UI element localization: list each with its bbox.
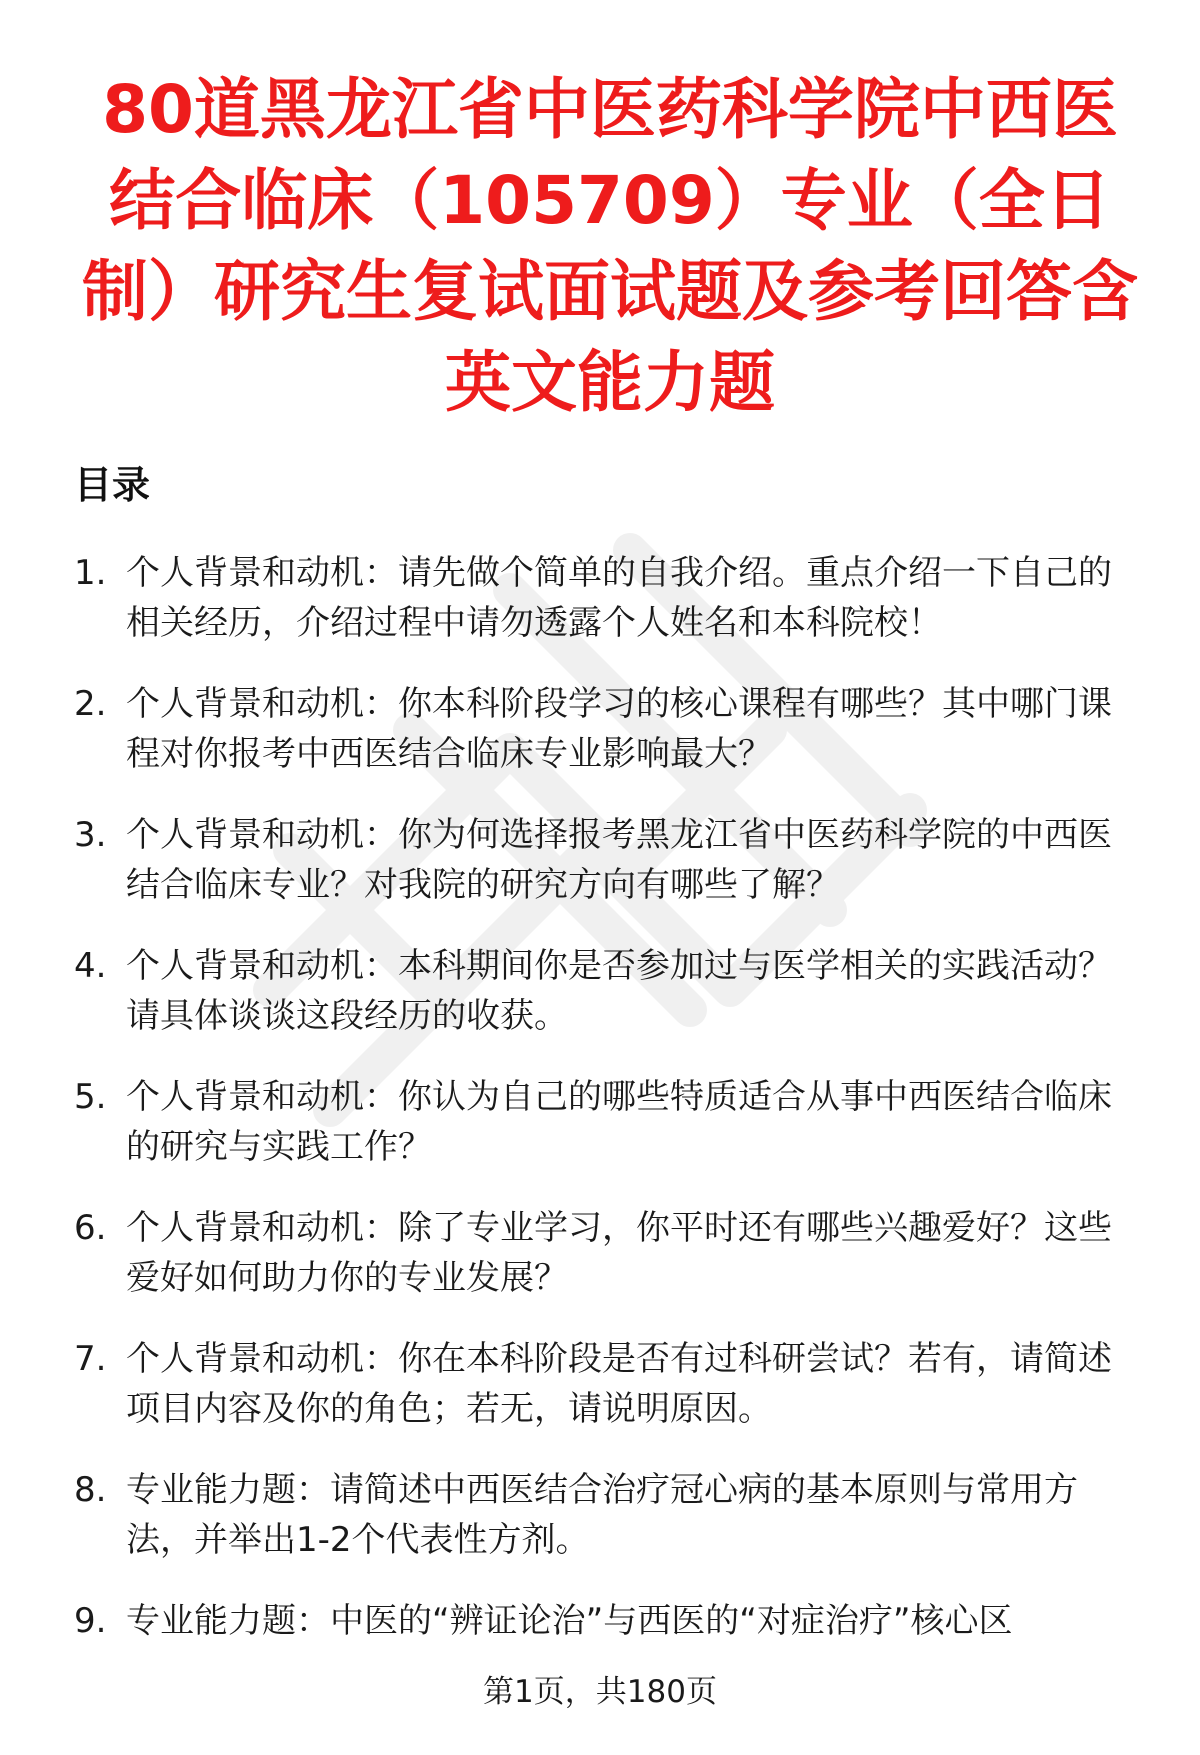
question-text: 个人背景和动机：除了专业学习，你平时还有哪些兴趣爱好？这些爱好如何助力你的专业发展？ [126, 1208, 1112, 1298]
question-number: 3. [74, 815, 107, 855]
question-text: 个人背景和动机：你为何选择报考黑龙江省中医药科学院的中西医结合临床专业？对我院的研究方向有哪些了解？ [126, 815, 1112, 905]
list-item [74, 679, 1144, 779]
question-number: 4. [74, 946, 107, 986]
question-text: 个人背景和动机：本科期间你是否参加过与医学相关的实践活动？请具体谈谈这段经历的收获。 [126, 946, 1112, 1036]
question-number: 1. [74, 553, 107, 593]
list-item [74, 1203, 1144, 1303]
list-item [74, 1334, 1144, 1434]
question-number: 2. [74, 684, 107, 724]
question-text: 专业能力题：中医的“辨证论治”与西医的“对症治疗”核心区 [126, 1601, 1013, 1641]
question-text: 个人背景和动机：请先做个简单的自我介绍。重点介绍一下自己的相关经历，介绍过程中请勿透露个人姓名和本科院校！ [126, 553, 1112, 643]
list-item [74, 810, 1144, 910]
question-number: 7. [74, 1339, 107, 1379]
document-title: 80道黑龙江省中医药科学院中西医结合临床（105709）专业（全日制）研究生复试面试题及参考回答含英文能力题 [82, 71, 1138, 421]
question-number: 8. [74, 1470, 107, 1510]
list-item [74, 1465, 1144, 1565]
list-item [74, 548, 1144, 648]
toc-heading: 目录 [74, 463, 151, 507]
question-text: 个人背景和动机：你认为自己的哪些特质适合从事中西医结合临床的研究与实践工作？ [126, 1077, 1112, 1167]
question-number: 9. [74, 1601, 107, 1641]
list-item [74, 1072, 1144, 1172]
question-number: 5. [74, 1077, 107, 1117]
list-item [74, 941, 1144, 1041]
question-text: 个人背景和动机：你本科阶段学习的核心课程有哪些？其中哪门课程对你报考中西医结合临床专业影响最大？ [126, 684, 1112, 774]
question-number: 6. [74, 1208, 107, 1248]
question-text: 个人背景和动机：你在本科阶段是否有过科研尝试？若有，请简述项目内容及你的角色；若无，请说明原因。 [126, 1339, 1112, 1429]
page-footer: 第1页，共180页 [483, 1674, 717, 1710]
question-text: 专业能力题：请简述中西医结合治疗冠心病的基本原则与常用方法，并举出1-2个代表性方剂。 [126, 1470, 1078, 1560]
question-list [74, 548, 1144, 1727]
